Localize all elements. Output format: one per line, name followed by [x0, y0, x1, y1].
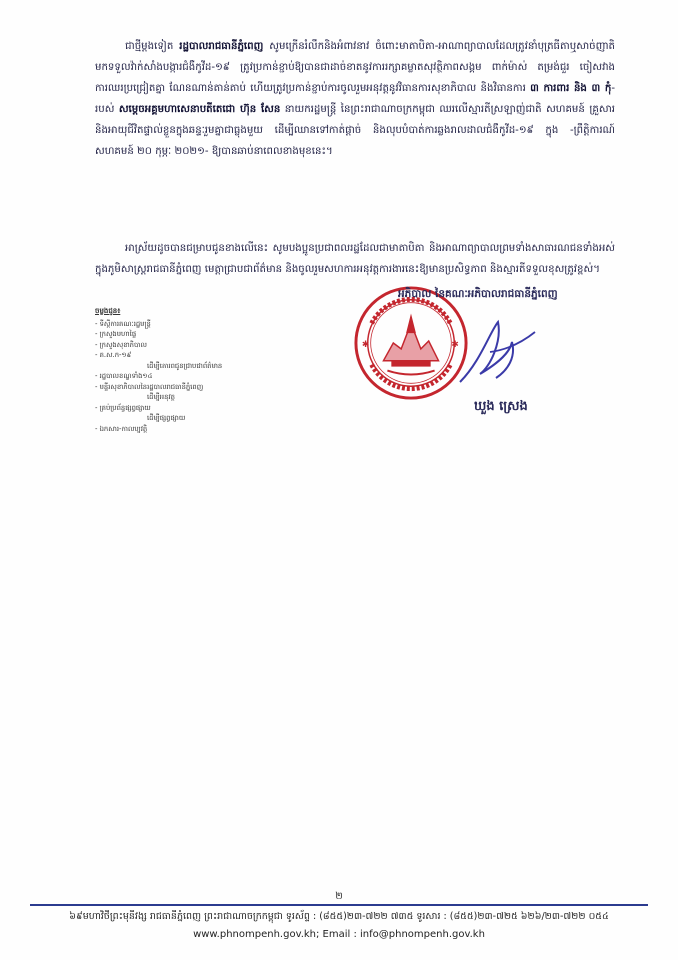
para1-of: -របស់ — [95, 83, 615, 115]
recipient-note: ដើម្បីផ្សព្វផ្សាយ — [147, 414, 186, 422]
svg-text:✱: ✱ — [361, 339, 370, 350]
page-number: ២ — [335, 891, 343, 902]
para1-intro: ជាថ្មីម្តងទៀត — [125, 41, 174, 52]
recipient-item: - ក្រសួងមហាផ្ទៃ — [95, 330, 137, 338]
recipient-note: ដើម្បីអនុវត្ត — [147, 393, 175, 401]
body-paragraph-2 — [95, 238, 615, 280]
footer-address: ៦៩មហាវិថីព្រះមុនីវង្ស រាជធានីភ្នំពេញ ព្រះរាជាណាចក្រកម្ពុជា ទូរស័ព្ទ : (៨៥៥)២៣-៧២២ ៧៣៥ ទូរសារ : (៨៥៥)២៣-៧២៥ ៦២៦/២៣-៧២២ ០៥៤ — [69, 911, 609, 922]
recipient-item: - គ្រប់ប្រព័ន្ធផ្សព្វផ្សាយ — [95, 403, 151, 412]
para1-prime-minister: សម្តេចអគ្គមហាសេនាបតីតេជោ ហ៊ុន សែន — [118, 104, 281, 115]
signatory-name: ឃួង ស្រេង — [474, 399, 528, 414]
footer-divider — [30, 904, 648, 906]
svg-text:✱: ✱ — [451, 339, 459, 350]
para2-text: អាស្រ័យដូចបានជម្រាបជូនខាងលើនេះ សូមបងប្អូនប្រជាពលរដ្ឋដែលជាមាតាបិតា និងអាណាព្យាបាលព្រមទាំងសាធារណជនទាំងអស់ក្នុងភូមិសាស្ត្ររាជធានីភ្នំពេញ មេត្តាជ្រាបជាព័ត៌មាន និងចូលរួមសហការអនុវត្តការងារនេះឱ្យមានប្រសិទ្ធភាព និងស្មារតីទទួលខុសត្រូវខ្ពស់។ — [95, 243, 615, 275]
recipients-heading: ចម្លងជូន៖ — [95, 307, 121, 315]
recipient-item: - ឯកសារ-កាលប្បវត្តិ — [95, 424, 148, 433]
para1-text-end: នាយករដ្ឋមន្ត្រី នៃព្រះរាជាណាចក្រកម្ពុជា ឈរលើស្មារតីស្រឡាញ់ជាតិ សហគមន៍ គ្រួសារ និងអាយុជីវិតផ្ទាល់ខ្លួនក្នុងឆន្ទៈរួមគ្នាជាធ្លុងមួយ ដើម្បីឈានទៅកាត់ផ្តាច់ និងលុបបំបាត់ការឆ្លងរាលដាលជំងឺកូវីដ-១៩ ក្នុង -ព្រឹត្តិការណ៍សហគមន៍ ២០ កុម្ភៈ ២០២១- ឱ្យបានឆាប់នាពេលខាងមុខនេះ។ — [95, 104, 615, 157]
handwritten-signature — [450, 312, 540, 392]
para1-municipal-admin: រដ្ឋបាលរាជធានីភ្នំពេញ — [179, 41, 264, 52]
footer-website[interactable]: www.phnompenh.gov.kh; Email : info@phnompenh.gov.kh — [193, 929, 485, 940]
recipient-item: - ទីស្តីការគណៈរដ្ឋមន្ត្រី — [95, 319, 151, 328]
recipients-list — [95, 306, 305, 434]
recipient-item: - ក្រសួងសុខាភិបាល — [95, 340, 147, 349]
body-paragraph-1 — [95, 36, 615, 162]
para1-text: សូមក្រើនរំលឹកនិងអំពាវនាវ ចំពោះមាតាបិតា-អាណាព្យាបាលដែលត្រូវនាំបុត្រធីតាឬសាច់ញាតិ មកទទួលវ៉ាក់សាំងបង្ការជំងឺកូវីដ-១៩ ត្រូវប្រកាន់ខ្ជាប់ឱ្យបានជាដាច់ខាតនូវការរក្សាគម្លាតសុវត្ថិភាពសង្គម ពាក់ម៉ាស់ តម្រង់ជួរ ចៀសវាងការឈរប្រជ្រៀតគ្នា ណែនណាន់តាន់តាប់ ហើយត្រូវប្រកាន់ខ្ជាប់ការចូលរួមអនុវត្តនូវវិធានការសុខាភិបាល និងវិធានការ — [95, 41, 615, 94]
recipient-item: - គ.ស.ក-១៩ — [95, 351, 132, 359]
recipient-note: ដើម្បីគោរពជូនជ្រាបជាព័ត៌មាន — [147, 361, 223, 370]
signatory-title: អភិបាល នៃគណៈអភិបាលរាជធានីភ្នំពេញ — [398, 288, 558, 300]
recipient-item: - រដ្ឋបាលខណ្ឌទាំង១៤ — [95, 372, 153, 380]
para1-three-dos: ៣ ការពារ និង ៣ កុំ — [530, 83, 612, 94]
recipient-item: - មន្ទីរសុខាភិបាលនៃរដ្ឋបាលរាជធានីភ្នំពេញ — [95, 382, 204, 391]
